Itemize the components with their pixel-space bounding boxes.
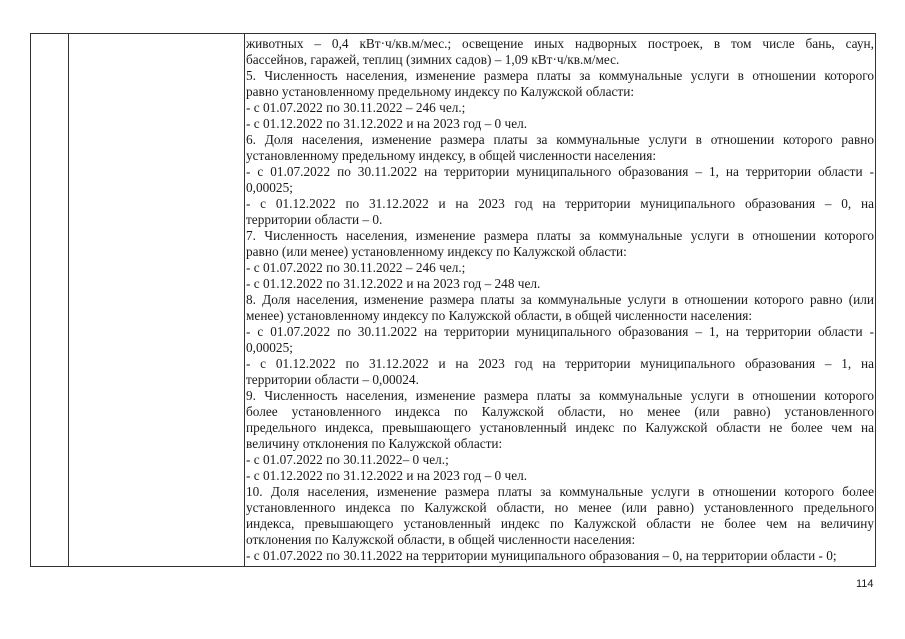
text-line: - с 01.07.2022 по 30.11.2022 на территории муниципального образования – 0, на территории области - 0; bbox=[246, 548, 837, 563]
text-line: 0,00025; bbox=[246, 180, 293, 195]
text-line: 9. Численность населения, изменение размера платы за коммунальные услуги в отношении которого bbox=[246, 388, 874, 403]
text-line: - с 01.12.2022 по 31.12.2022 и на 2023 год – 0 чел. bbox=[246, 116, 528, 131]
text-line: 10. Доля населения, изменение размера платы за коммунальные услуги в отношении которого более bbox=[246, 484, 874, 499]
text-line: 0,00025; bbox=[246, 340, 293, 355]
text-line: индекса, превышающего установленный индекс по Калужской области не более чем на величину bbox=[246, 516, 874, 531]
text-line: - с 01.12.2022 по 31.12.2022 и на 2023 год – 248 чел. bbox=[246, 276, 541, 291]
text-line: менее) установленному индексу по Калужской области, в общей численности населения: bbox=[246, 308, 753, 323]
text-line: животных – 0,4 кВт·ч/кв.м/мес.; освещение иных надворных построек, в том числе бань, саун, bbox=[246, 36, 874, 51]
text-line: бассейнов, гаражей, теплиц (зимних садов) – 1,09 кВт·ч/кв.м/мес. bbox=[246, 52, 620, 67]
text-line: равно (или менее) установленному индексу по Калужской области: bbox=[246, 244, 627, 259]
document-table bbox=[30, 33, 876, 567]
text-line: установленному предельному индексу, в общей численности населения: bbox=[246, 148, 657, 163]
text-line: территории области – 0. bbox=[246, 212, 383, 227]
column-divider bbox=[244, 34, 245, 566]
text-line: отклонения по Калужской области, в общей численности населения: bbox=[246, 532, 636, 547]
text-line: - с 01.12.2022 по 31.12.2022 и на 2023 год на территории муниципального образования – 0, на bbox=[246, 196, 874, 211]
text-line: более установленного индекса по Калужской области, но менее (или равно) установленного bbox=[246, 404, 874, 419]
text-line: - с 01.12.2022 по 31.12.2022 и на 2023 год на территории муниципального образования – 1, на bbox=[246, 356, 874, 371]
page-number: 114 bbox=[856, 578, 874, 590]
text-line: равно установленному предельному индексу по Калужской области: bbox=[246, 84, 635, 99]
text-line: величину отклонения по Калужской области: bbox=[246, 436, 503, 451]
text-line: - с 01.07.2022 по 30.11.2022 – 246 чел.; bbox=[246, 260, 466, 275]
text-line: - с 01.07.2022 по 30.11.2022 на территории муниципального образования – 1, на территории области - bbox=[246, 164, 874, 179]
text-line: - с 01.12.2022 по 31.12.2022 и на 2023 год – 0 чел. bbox=[246, 468, 528, 483]
column-divider bbox=[68, 34, 69, 566]
text-line: 5. Численность населения, изменение размера платы за коммунальные услуги в отношении которого bbox=[246, 68, 874, 83]
text-line: - с 01.07.2022 по 30.11.2022 – 246 чел.; bbox=[246, 100, 466, 115]
text-line: 8. Доля населения, изменение размера платы за коммунальные услуги в отношении которого равно (или bbox=[246, 292, 874, 307]
text-line: 6. Доля населения, изменение размера платы за коммунальные услуги в отношении которого равно bbox=[246, 132, 874, 147]
text-line: территории области – 0,00024. bbox=[246, 372, 419, 387]
text-line: - с 01.07.2022 по 30.11.2022– 0 чел.; bbox=[246, 452, 449, 467]
text-line: - с 01.07.2022 по 30.11.2022 на территории муниципального образования – 1, на территории области - bbox=[246, 324, 874, 339]
text-line: 7. Численность населения, изменение размера платы за коммунальные услуги в отношении которого bbox=[246, 228, 874, 243]
text-line: предельного индекса, превышающего установленный индекс по Калужской области не более чем на bbox=[246, 420, 874, 435]
text-line: установленного индекса по Калужской области, но менее (или равно) установленного предельного bbox=[246, 500, 874, 515]
table-text-cell bbox=[246, 36, 874, 564]
